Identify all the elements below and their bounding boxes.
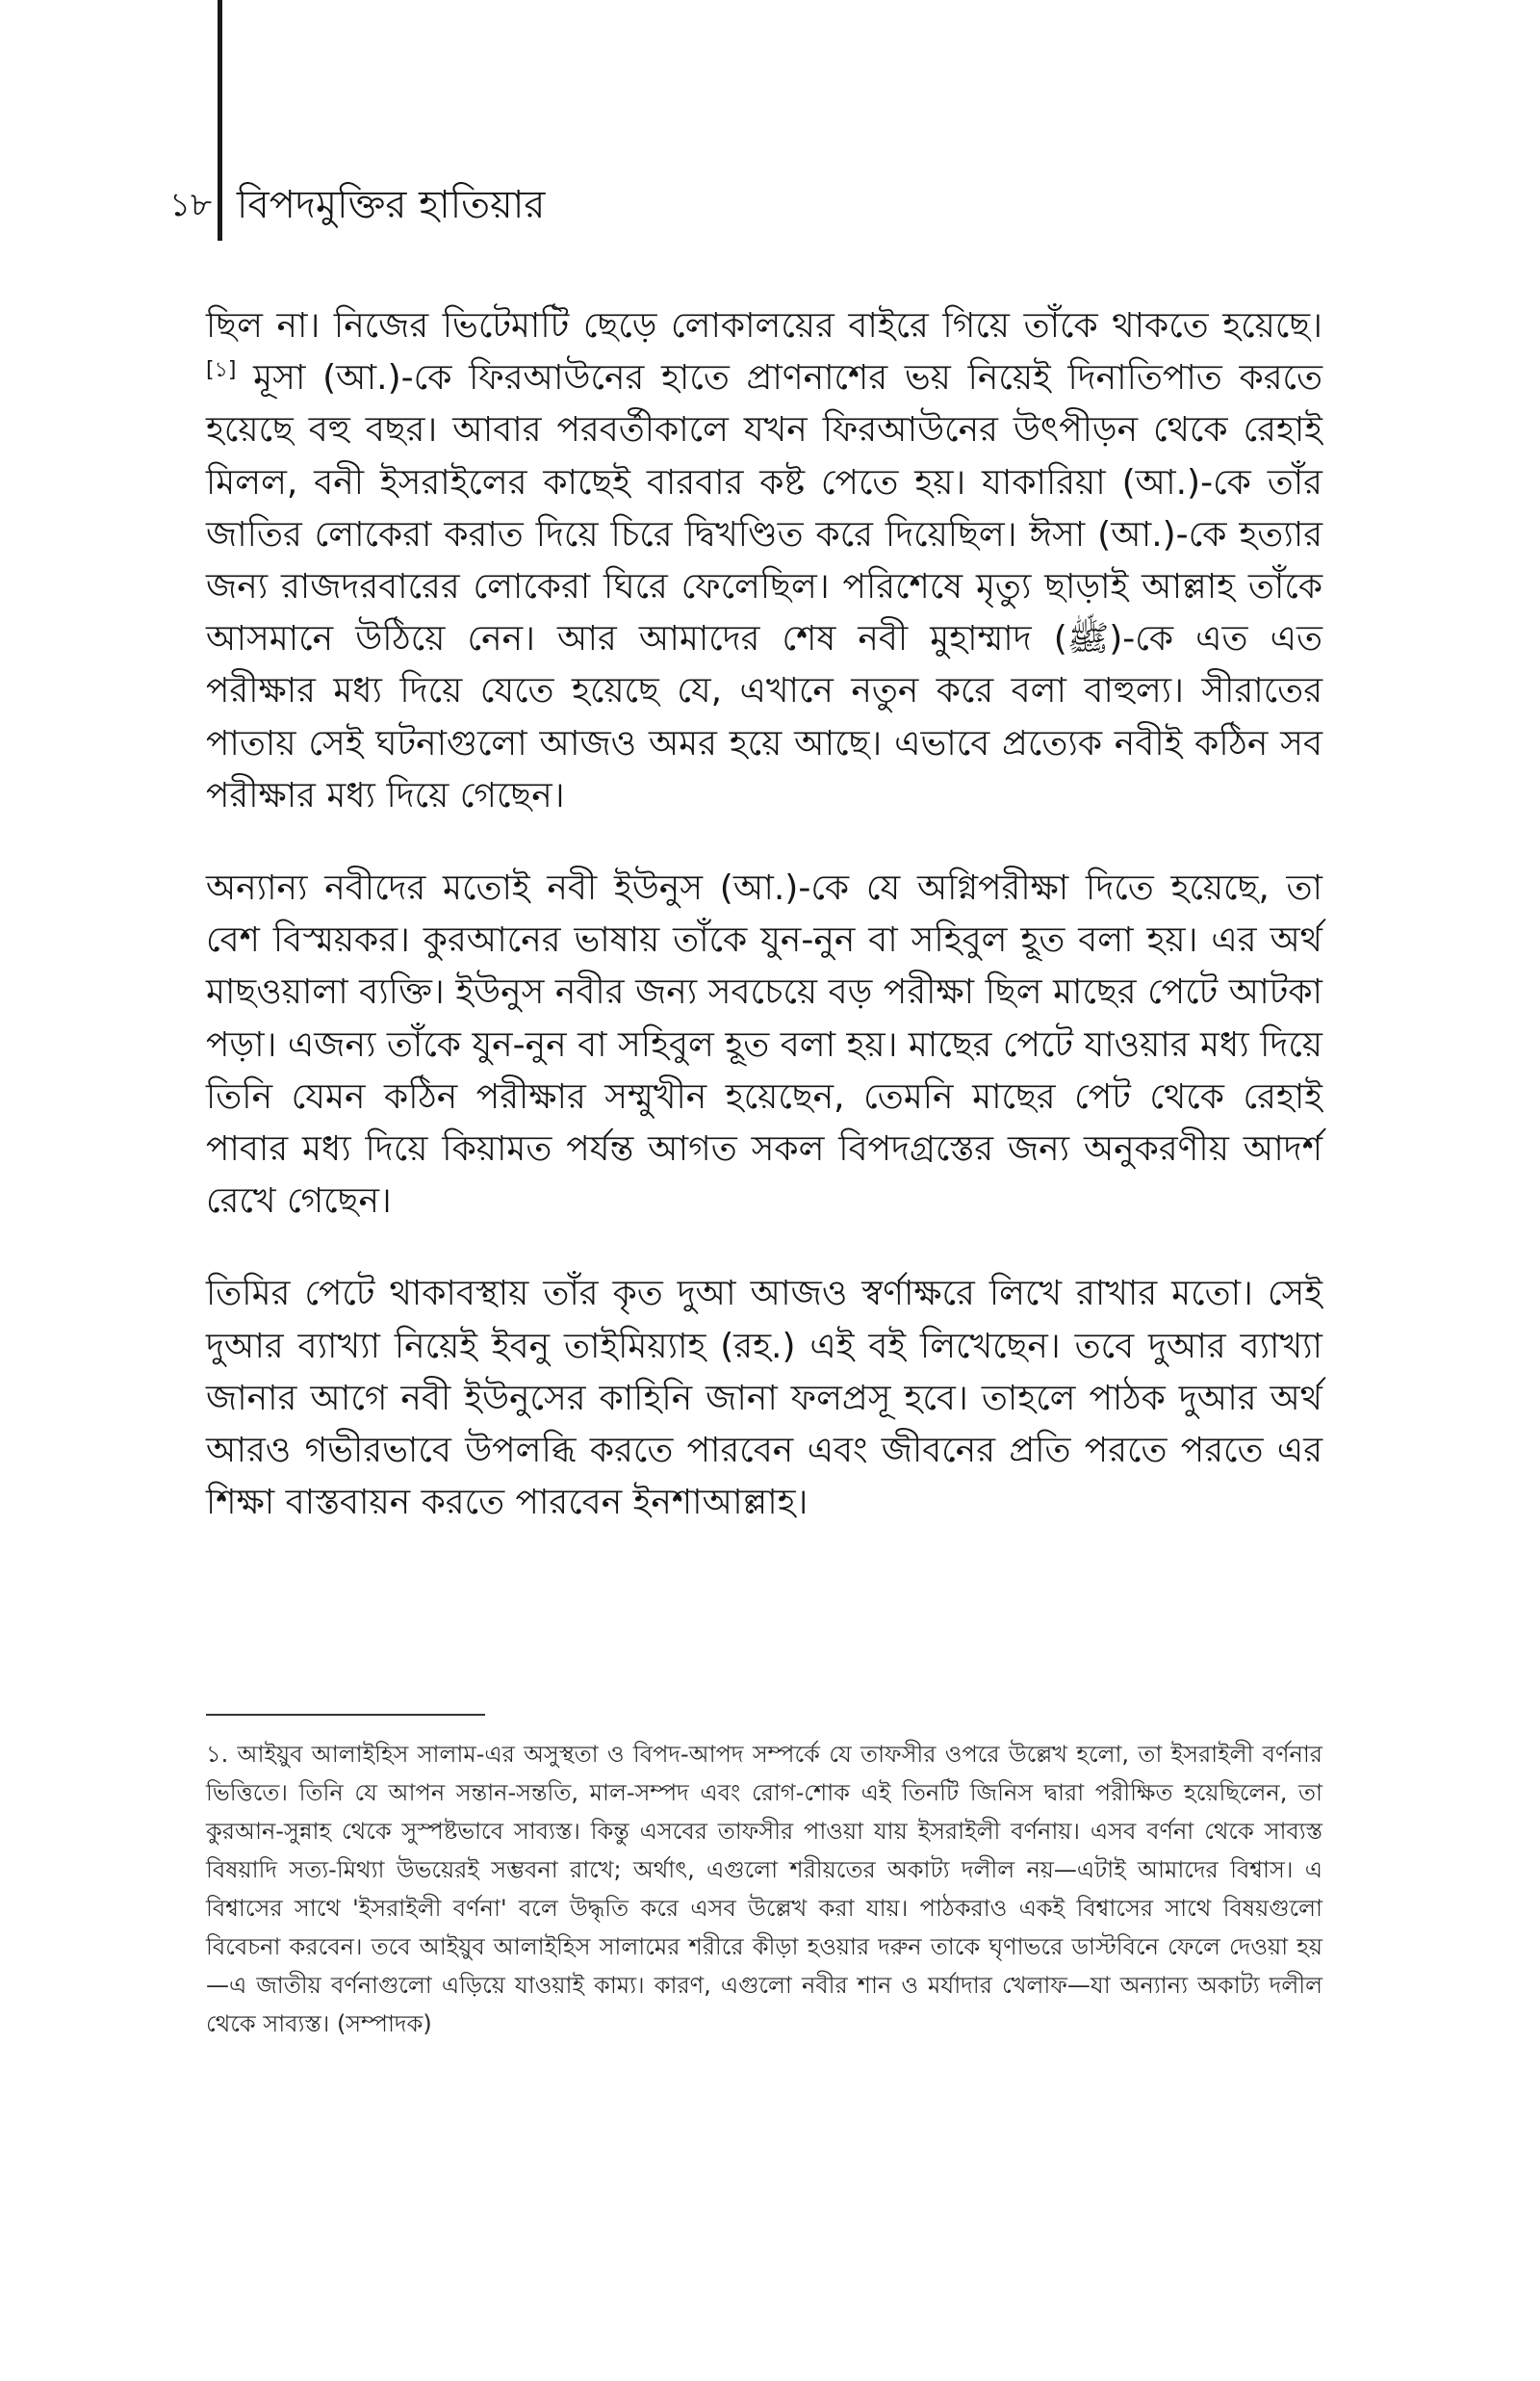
main-text — [206, 300, 1322, 1529]
header-vertical-rule — [218, 0, 222, 241]
footnote-reference: [১] — [206, 358, 237, 383]
footnote-1: ১. আইয়ুব আলাইহিস সালাম-এর অসুস্থতা ও বিপদ-আপদ সম্পর্কে যে তাফসীর ওপরে উল্লেখ হলো, তা ইসরাইলী বর্ণনার ভিত্তিতে। তিনি যে আপন সন্তান-সন্ততি, মাল-সম্পদ এবং রোগ-শোক এই তিনটি জিনিস দ্বারা পরীক্ষিত হয়েছিলেন, তা কুরআন-সুন্নাহ থেকে সুস্পষ্টভাবে সাব্যস্ত। কিন্তু এসবের তাফসীর পাওয়া যায় ইসরাইলী বর্ণনায়। এসব বর্ণনা থেকে সাব্যস্ত বিষয়াদি সত্য-মিথ্যা উভয়েরই সম্ভবনা রাখে; অর্থাৎ, এগুলো শরীয়তের অকাট্য দলীল নয়—এটাই আমাদের বিশ্বাস। এ বিশ্বাসের সাথে 'ইসরাইলী বর্ণনা' বলে উদ্ধৃতি করে এসব উল্লেখ করা যায়। পাঠকরাও একই বিশ্বাসের সাথে বিষয়গুলো বিবেচনা করবেন। তবে আইয়ুব আলাইহিস সালামের শরীরে কীড়া হওয়ার দরুন তাকে ঘৃণাভরে ডাস্টবিনে ফেলে দেওয়া হয়—এ জাতীয় বর্ণনাগুলো এড়িয়ে যাওয়াই কাম্য। কারণ, এগুলো নবীর শান ও মর্যাদার খেলাফ—যা অন্যান্য অকাট্য দলীল থেকে সাব্যস্ত। (সম্পাদক) — [206, 1741, 1322, 2037]
paragraph-1 — [206, 300, 1322, 822]
paragraph-2: অন্যান্য নবীদের মতোই নবী ইউনুস (আ.)-কে যে অগ্নিপরীক্ষা দিতে হয়েছে, তা বেশ বিস্ময়কর। কুরআনের ভাষায় তাঁকে যুন-নুন বা সহিবুল হূত বলা হয়। এর অর্থ মাছওয়ালা ব্যক্তি। ইউনুস নবীর জন্য সবচেয়ে বড় পরীক্ষা ছিল মাছের পেটে আটকা পড়া। এজন্য তাঁকে যুন-নুন বা সহিবুল হূত বলা হয়। মাছের পেটে যাওয়ার মধ্য দিয়ে তিনি যেমন কঠিন পরীক্ষার সম্মুখীন হয়েছেন, তেমনি মাছের পেট থেকে রেহাই পাবার মধ্য দিয়ে কিয়ামত পর্যন্ত আগত সকল বিপদগ্রস্তের জন্য অনুকরণীয় আদর্শ রেখে গেছেন। — [206, 868, 1323, 1222]
running-head-title: বিপদমুক্তির হাতিয়ার — [237, 183, 546, 227]
paragraph-3: তিমির পেটে থাকাবস্থায় তাঁর কৃত দুআ আজও স্বর্ণাক্ষরে লিখে রাখার মতো। সেই দুআর ব্যাখ্যা নিয়েই ইবনু তাইমিয়্যাহ (রহ.) এই বই লিখেছেন। তবে দুআর ব্যাখ্যা জানার আগে নবী ইউনুসের কাহিনি জানা ফলপ্রসূ হবে। তাহলে পাঠক দুআর অর্থ আরও গভীরভাবে উপলব্ধি করতে পারবেন এবং জীবনের প্রতি পরতে পরতে এর শিক্ষা বাস্তবায়ন করতে পারবেন ইনশাআল্লাহ। — [206, 1274, 1322, 1523]
footnote-separator — [206, 1714, 485, 1716]
paragraph-1-rest: মূসা (আ.)-কে ফিরআউনের হাতে প্রাণনাশের ভয় নিয়েই দিনাতিপাত করতে হয়েছে বহু বছর। আবার পরবর্তীকালে যখন ফিরআউনের উৎপীড়ন থেকে রেহাই মিলল, বনী ইসরাইলের কাছেই বারবার কষ্ট পেতে হয়। যাকারিয়া (আ.)-কে তাঁর জাতির লোকেরা করাত দিয়ে চিরে দ্বিখণ্ডিত করে দিয়েছিল। ঈসা (আ.)-কে হত্যার জন্য রাজদরবারের লোকেরা ঘিরে ফেলেছিল। পরিশেষে মৃত্যু ছাড়াই আল্লাহ তাঁকে আসমানে উঠিয়ে নেন। আর আমাদের শেষ নবী মুহাম্মাদ (ﷺ)-কে এত এত পরীক্ষার মধ্য দিয়ে যেতে হয়েছে যে, এখানে নতুন করে বলা বাহুল্য। সীরাতের পাতায় সেই ঘটনাগুলো আজও অমর হয়ে আছে। এভাবে প্রত্যেক নবীই কঠিন সব পরীক্ষার মধ্য দিয়ে গেছেন। — [206, 358, 1323, 815]
page-number: ১৮ — [169, 186, 213, 224]
paragraph-1-lead: ছিল না। নিজের ভিটেমাটি ছেড়ে লোকালয়ের বাইরে গিয়ে তাঁকে থাকতে হয়েছে। — [206, 306, 1322, 346]
